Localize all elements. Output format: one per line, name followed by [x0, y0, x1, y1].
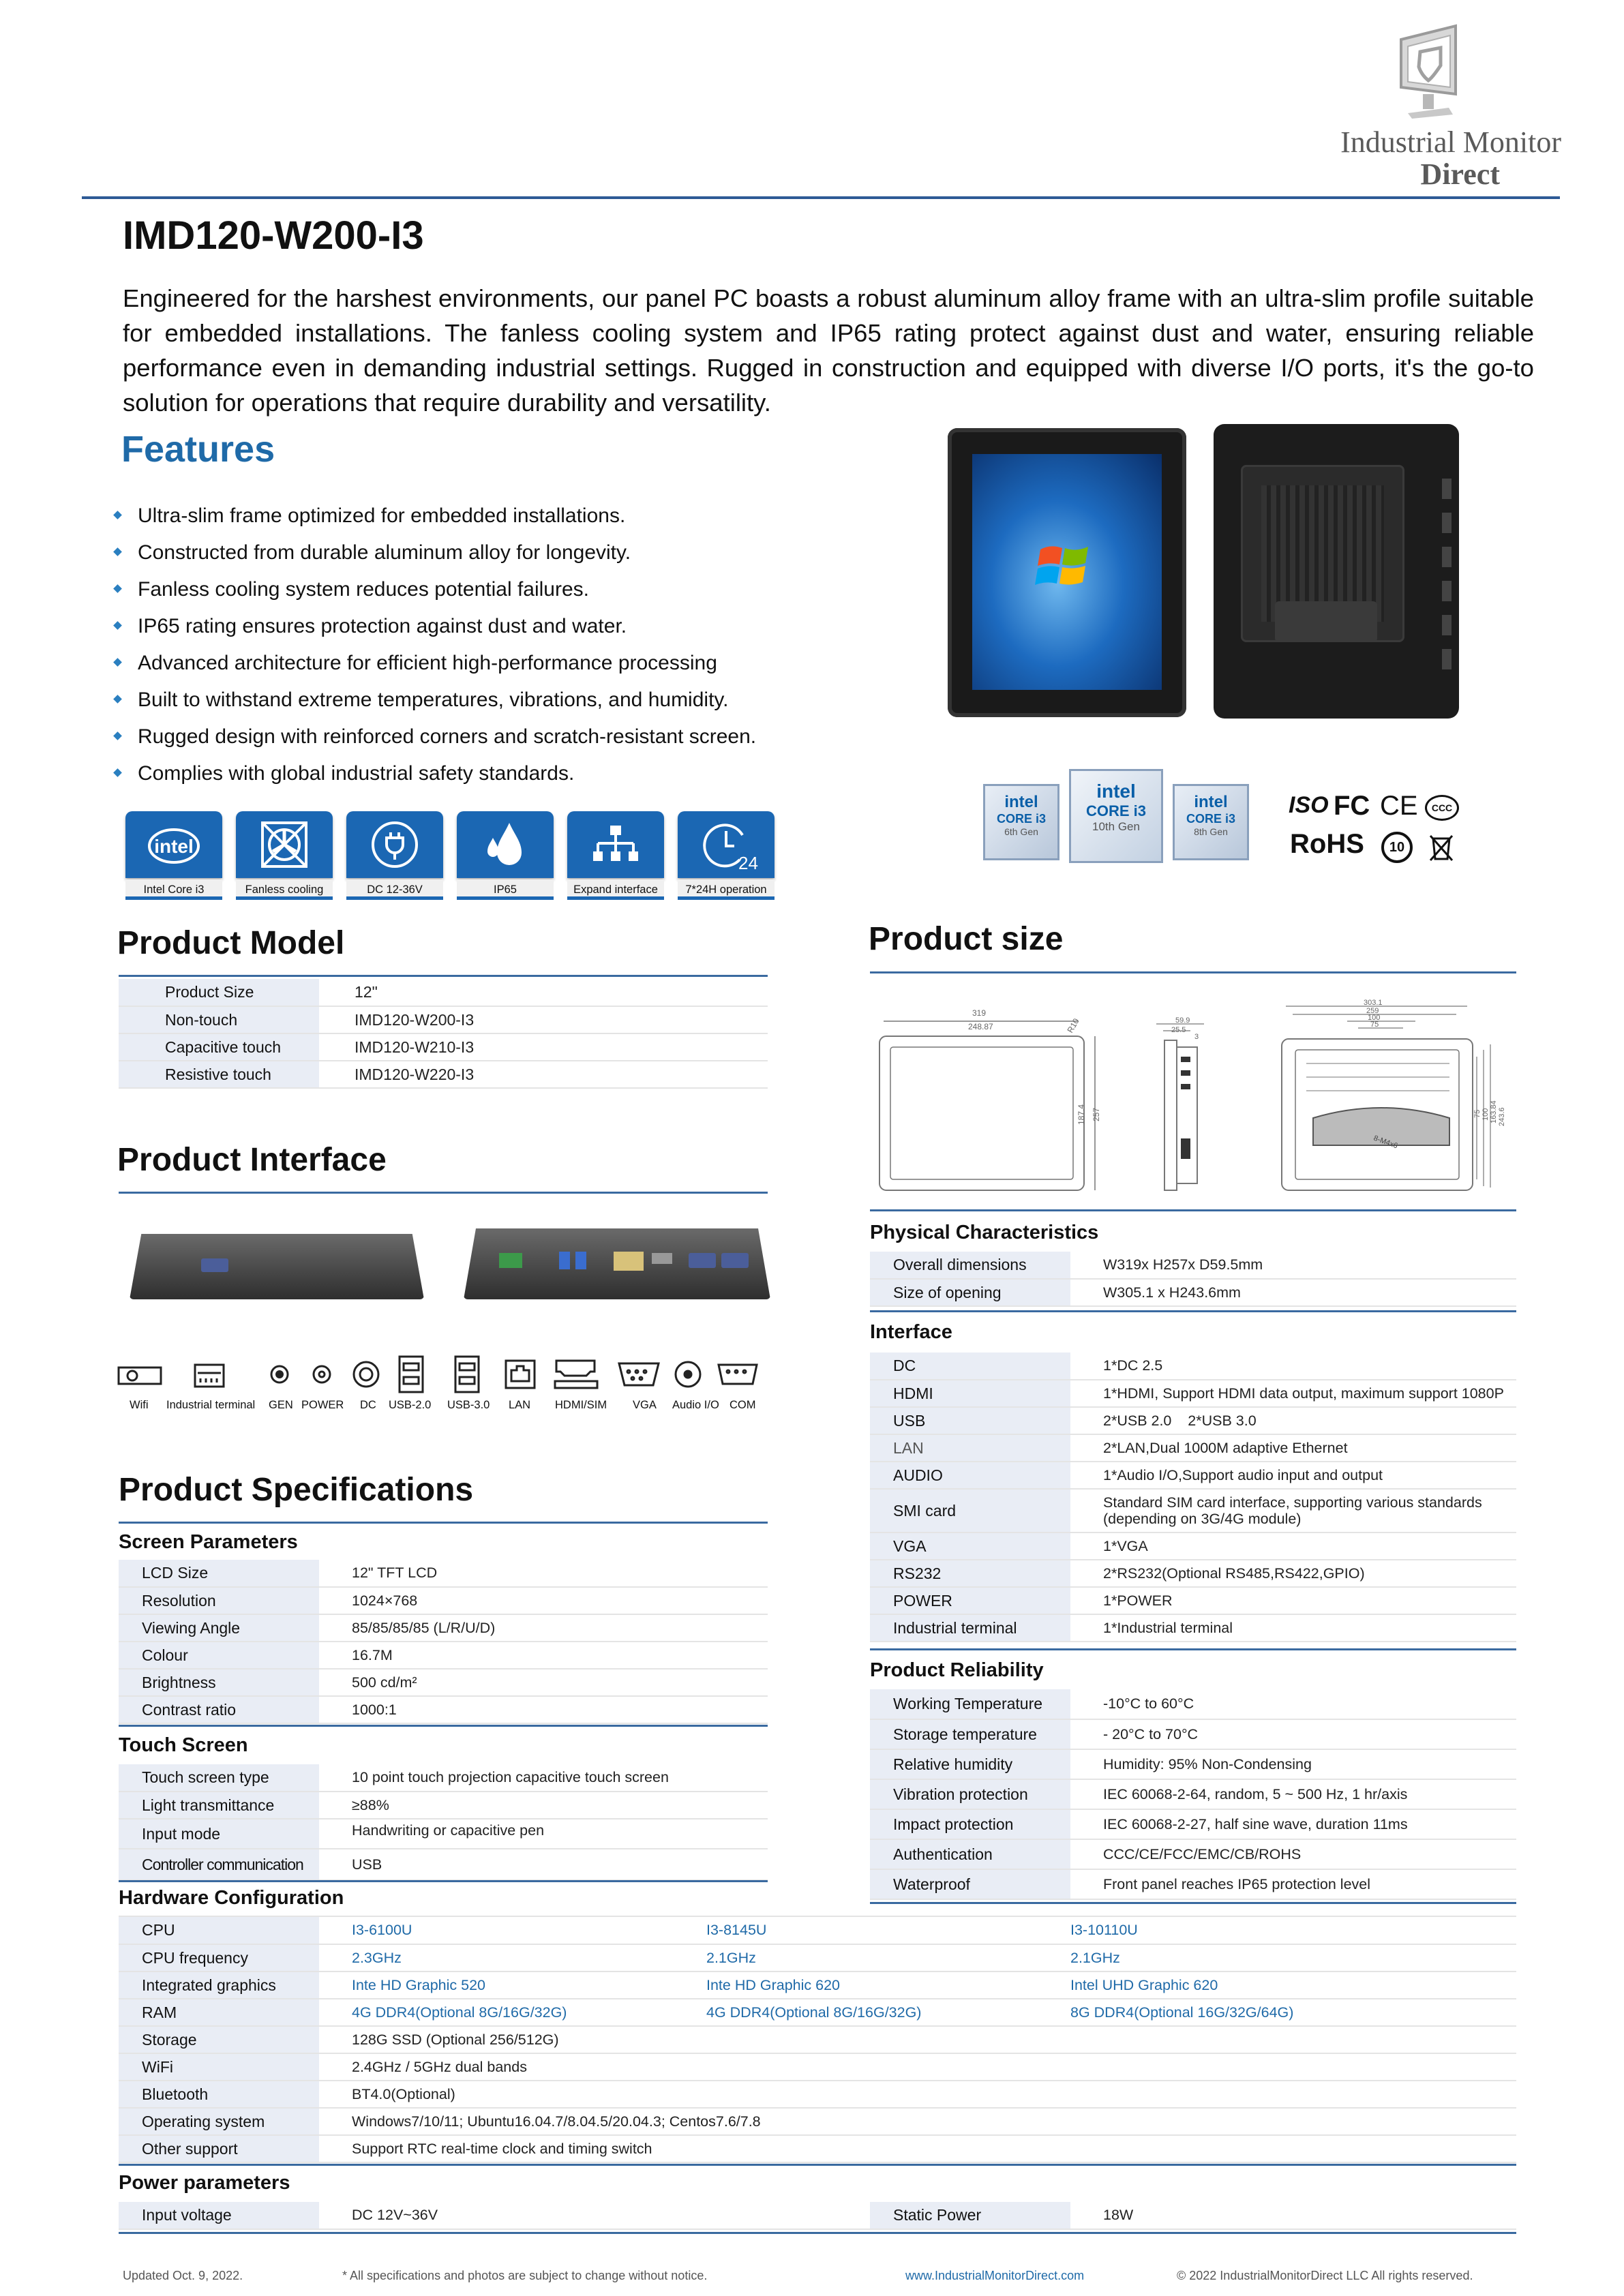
table-row — [119, 1642, 768, 1669]
spec-value: 2.3GHz — [319, 1944, 701, 1972]
section-rule — [119, 2164, 1516, 2166]
back-view-drawing — [1282, 1006, 1490, 1190]
port-icons — [119, 1354, 773, 1395]
spec-value: IMD120-W200-I3 — [319, 1006, 768, 1033]
svg-text:24: 24 — [738, 853, 758, 873]
spec-label: AUDIO — [870, 1462, 1070, 1489]
table-row — [119, 1033, 768, 1061]
ccc-mark: CCC — [1425, 795, 1459, 821]
section-rule — [119, 2232, 1516, 2234]
svg-text:8-M4x6: 8-M4x6 — [1372, 1134, 1399, 1151]
screen-table — [119, 1560, 768, 1724]
spec-label: Waterproof — [870, 1869, 1070, 1899]
page-title: IMD120-W200-I3 — [123, 213, 424, 258]
com-port-icon — [719, 1365, 757, 1384]
input-voltage-label: Input voltage — [119, 2202, 319, 2229]
spec-label: SMI card — [870, 1489, 1070, 1532]
spec-value: 4G DDR4(Optional 8G/16G/32G) — [319, 1999, 701, 2026]
spec-label: Contrast ratio — [119, 1696, 319, 1723]
footer-website-link[interactable]: www.IndustrialMonitorDirect.com — [905, 2269, 1085, 2282]
svg-text:25.5: 25.5 — [1171, 1026, 1186, 1034]
network-tree-icon — [588, 817, 643, 872]
table-row — [870, 1779, 1516, 1809]
table-row — [119, 2108, 1516, 2135]
windows-logo-icon — [1034, 536, 1095, 597]
badge-label: Fanless cooling — [236, 879, 333, 900]
table-row — [119, 1614, 768, 1642]
spec-label: Input mode — [119, 1819, 319, 1849]
audio-jack-icon — [676, 1362, 700, 1387]
feature-item: Ultra-slim frame optimized for embedded installations. — [115, 498, 756, 534]
port-label-power: POWER — [301, 1399, 344, 1411]
product-photo-back — [1214, 424, 1459, 719]
dc-jack-icon — [354, 1362, 378, 1387]
side-view-drawing — [1156, 1024, 1204, 1190]
port-label-usb3: USB-3.0 — [447, 1399, 490, 1411]
power-button-icon — [314, 1366, 330, 1383]
spec-label: LCD Size — [119, 1560, 319, 1587]
spec-value: Inte HD Graphic 520 — [319, 1972, 701, 1999]
reliability-table — [870, 1689, 1516, 1900]
table-row — [119, 1764, 768, 1792]
spec-label: LAN — [870, 1434, 1070, 1462]
spec-value: IEC 60068-2-27, half sine wave, duration 11ms — [1070, 1809, 1516, 1839]
spec-label: Other support — [119, 2135, 319, 2162]
usb3-port-icon — [455, 1357, 479, 1392]
svg-text:248.87: 248.87 — [968, 1022, 993, 1031]
spec-value: Windows7/10/11; Ubuntu16.04.7/8.04.5/20.04.3; Centos7.6/7.8 — [319, 2108, 1516, 2135]
spec-value: Handwriting or capacitive pen — [319, 1819, 768, 1849]
feature-item: Built to withstand extreme temperatures, vibrations, and humidity. — [115, 682, 756, 719]
spec-value: 1000:1 — [319, 1696, 768, 1723]
fanless-icon — [257, 817, 312, 872]
spec-value: IMD120-W210-I3 — [319, 1033, 768, 1061]
spec-value: CCC/CE/FCC/EMC/CB/ROHS — [1070, 1839, 1516, 1869]
input-voltage-value: DC 12V~36V — [319, 2202, 870, 2229]
spec-value: USB — [319, 1849, 768, 1880]
table-row — [119, 2053, 1516, 2081]
dimension-drawings — [870, 982, 1524, 1193]
spec-label: Controller communication — [119, 1849, 319, 1880]
port-label-hdmi: HDMI/SIM — [555, 1399, 607, 1411]
spec-label: Authentication — [870, 1839, 1070, 1869]
gen-button-icon — [271, 1366, 288, 1383]
table-row — [870, 1869, 1516, 1899]
spec-label: Resistive touch — [119, 1061, 319, 1088]
spec-value: -10°C to 60°C — [1070, 1689, 1516, 1719]
badge-247 — [678, 811, 775, 908]
footer-notice: * All specifications and photos are subject to change without notice. — [342, 2269, 708, 2282]
spec-label: Vibration protection — [870, 1779, 1070, 1809]
usb2-port-icon — [400, 1357, 423, 1392]
feature-item: Constructed from durable aluminum alloy for longevity. — [115, 534, 756, 571]
fcc-mark: FC — [1334, 791, 1370, 821]
badge-label: Expand interface — [567, 879, 664, 900]
spec-value: - 20°C to 70°C — [1070, 1719, 1516, 1749]
table-row — [119, 1972, 1516, 1999]
spec-value: 12" — [319, 979, 768, 1006]
table-row — [119, 1819, 768, 1849]
port-label-terminal: Industrial terminal — [166, 1399, 256, 1411]
monitor-shield-icon — [1387, 12, 1476, 121]
table-row — [870, 1434, 1516, 1462]
svg-text:259: 259 — [1366, 1007, 1379, 1015]
spec-label: Resolution — [119, 1587, 319, 1614]
product-model-table — [119, 979, 768, 1089]
spec-value: Support RTC real-time clock and timing switch — [319, 2135, 1516, 2162]
spec-label: Working Temperature — [870, 1689, 1070, 1719]
spec-label: Capacitive touch — [119, 1033, 319, 1061]
section-rule — [119, 1725, 768, 1727]
port-label-dc: DC — [360, 1399, 376, 1411]
spec-label: VGA — [870, 1532, 1070, 1560]
spec-value: BT4.0(Optional) — [319, 2081, 1516, 2108]
spec-value: 1*POWER — [1070, 1587, 1516, 1614]
spec-value: 12" TFT LCD — [319, 1560, 768, 1587]
spec-label: Impact protection — [870, 1809, 1070, 1839]
table-row — [119, 2202, 1516, 2229]
hardware-heading: Hardware Configuration — [119, 1887, 344, 1909]
footer-copyright: © 2022 IndustrialMonitorDirect LLC All rights reserved. — [1177, 2269, 1473, 2282]
spec-value: 1*Audio I/O,Support audio input and output — [1070, 1462, 1516, 1489]
physical-heading: Physical Characteristics — [870, 1222, 1099, 1243]
spec-value: 10 point touch projection capacitive touch screen — [319, 1764, 768, 1792]
static-power-value: 18W — [1070, 2202, 1516, 2229]
feature-item: Rugged design with reinforced corners and scratch-resistant screen. — [115, 719, 756, 755]
svg-text:100: 100 — [1482, 1108, 1490, 1121]
cpu-badge-8th: intel CORE i3 8th Gen — [1173, 784, 1249, 860]
svg-text:59.9: 59.9 — [1175, 1016, 1190, 1025]
section-rule — [870, 1902, 1516, 1904]
product-size-heading: Product size — [869, 921, 1064, 957]
spec-label: Size of opening — [870, 1279, 1070, 1306]
feature-item: IP65 rating ensures protection against dust and water. — [115, 608, 756, 645]
badge-expand — [567, 811, 664, 908]
table-row — [119, 1560, 768, 1587]
recycle-10-mark: 10 — [1381, 832, 1413, 863]
section-rule — [870, 971, 1516, 973]
spec-label: CPU — [119, 1917, 319, 1944]
port-label-gen: GEN — [269, 1399, 293, 1411]
svg-text:100: 100 — [1368, 1014, 1381, 1022]
port-label-wifi: Wifi — [130, 1399, 149, 1411]
table-row — [870, 1353, 1516, 1380]
spec-label: POWER — [870, 1587, 1070, 1614]
cpu-badge-10th: intel CORE i3 10th Gen — [1069, 769, 1163, 863]
spec-label: Integrated graphics — [119, 1972, 319, 1999]
table-row — [119, 1061, 768, 1088]
spec-label: Bluetooth — [119, 2081, 319, 2108]
power-heading: Power parameters — [119, 2172, 290, 2194]
spec-label: Brightness — [119, 1669, 319, 1696]
table-row — [870, 1462, 1516, 1489]
table-row — [870, 1587, 1516, 1614]
spec-value: W305.1 x H243.6mm — [1070, 1279, 1516, 1306]
wifi-port-icon — [119, 1368, 161, 1384]
intel-logo-icon — [147, 817, 201, 872]
spec-label: Overall dimensions — [870, 1252, 1070, 1279]
spec-value: 1024×768 — [319, 1587, 768, 1614]
table-row — [119, 1696, 768, 1723]
port-label-lan: LAN — [509, 1399, 531, 1411]
spec-value: W319x H257x D59.5mm — [1070, 1252, 1516, 1279]
spec-value: 2*LAN,Dual 1000M adaptive Ethernet — [1070, 1434, 1516, 1462]
spec-label: USB — [870, 1407, 1070, 1434]
table-row — [119, 1917, 1516, 1944]
product-model-heading: Product Model — [117, 925, 345, 961]
section-rule — [119, 975, 768, 977]
cpu-badge-6th: intel CORE i3 6th Gen — [983, 784, 1059, 860]
spec-value: 16.7M — [319, 1642, 768, 1669]
table-row — [119, 1849, 768, 1880]
terminal-block-icon — [195, 1365, 224, 1387]
spec-value: Inte HD Graphic 620 — [701, 1972, 1065, 1999]
spec-label: CPU frequency — [119, 1944, 319, 1972]
table-row — [119, 2026, 1516, 2053]
product-specifications-heading: Product Specifications — [119, 1472, 474, 1508]
spec-label: Viewing Angle — [119, 1614, 319, 1642]
iso-mark: ISO — [1289, 792, 1329, 818]
table-row — [870, 1689, 1516, 1719]
table-row — [870, 1407, 1516, 1434]
table-row — [119, 2135, 1516, 2162]
spec-value: Humidity: 95% Non-Condensing — [1070, 1749, 1516, 1779]
badge-intel — [125, 811, 222, 908]
svg-text:257: 257 — [1092, 1107, 1101, 1121]
spec-value: I3-8145U — [701, 1917, 1065, 1944]
interface-photo-side1 — [130, 1234, 424, 1299]
section-rule — [870, 1209, 1516, 1211]
spec-label: Industrial terminal — [870, 1614, 1070, 1642]
spec-value: 85/85/85/85 (L/R/U/D) — [319, 1614, 768, 1642]
table-row — [119, 1006, 768, 1033]
table-row — [870, 1809, 1516, 1839]
table-row — [119, 1999, 1516, 2026]
spec-label: WiFi — [119, 2053, 319, 2081]
spec-value: 128G SSD (Optional 256/512G) — [319, 2026, 1516, 2053]
table-row — [119, 1944, 1516, 1972]
spec-value: IMD120-W220-I3 — [319, 1061, 768, 1088]
spec-value: 8G DDR4(Optional 16G/32G/64G) — [1065, 1999, 1516, 2026]
clock-24-icon — [699, 817, 758, 873]
header-rule — [82, 196, 1560, 199]
svg-text:3: 3 — [1194, 1033, 1199, 1041]
product-photo-front — [948, 428, 1186, 717]
touch-table — [119, 1764, 768, 1881]
spec-value: Front panel reaches IP65 protection level — [1070, 1869, 1516, 1899]
port-label-usb2: USB-2.0 — [389, 1399, 432, 1411]
static-power-label: Static Power — [870, 2202, 1070, 2229]
features-list — [115, 498, 756, 792]
table-row — [870, 1279, 1516, 1306]
table-row — [870, 1489, 1516, 1532]
table-row — [119, 1669, 768, 1696]
product-interface-heading: Product Interface — [117, 1142, 387, 1178]
intro-paragraph: Engineered for the harshest environments, our panel PC boasts a robust aluminum alloy frame with an ultra-slim profile suitable for embedded installations. The fanless cooling system and IP65 rating protect against dust and water, ensuring reliable performance even in demanding industrial settings. Rugged in construction and equipped with diverse I/O ports, it's the go-to solution for operations that require durability and versatility. — [123, 284, 1534, 417]
spec-label: Product Size — [119, 979, 319, 1006]
interface-heading: Interface — [870, 1321, 952, 1343]
table-row — [870, 1380, 1516, 1407]
spec-value: 500 cd/m² — [319, 1669, 768, 1696]
spec-value: I3-10110U — [1065, 1917, 1516, 1944]
spec-value: 2.4GHz / 5GHz dual bands — [319, 2053, 1516, 2081]
features-heading: Features — [121, 429, 275, 470]
spec-value: IEC 60068-2-64, random, 5 ~ 500 Hz, 1 hr/axis — [1070, 1779, 1516, 1809]
spec-label: Storage — [119, 2026, 319, 2053]
table-row — [119, 1587, 768, 1614]
section-rule — [119, 1522, 768, 1524]
badge-label: 7*24H operation — [678, 879, 775, 900]
screen-display — [972, 454, 1162, 690]
feature-item: Fanless cooling system reduces potential failures. — [115, 571, 756, 608]
table-row — [119, 979, 768, 1006]
port-label-audio: Audio I/O — [672, 1399, 719, 1411]
spec-label: Operating system — [119, 2108, 319, 2135]
spec-label: HDMI — [870, 1380, 1070, 1407]
spec-value: 2.1GHz — [701, 1944, 1065, 1972]
spec-label: Colour — [119, 1642, 319, 1669]
svg-text:319: 319 — [972, 1008, 987, 1018]
spec-value: 1*DC 2.5 — [1070, 1353, 1516, 1380]
spec-label: RAM — [119, 1999, 319, 2026]
section-rule — [119, 1880, 768, 1882]
badge-label: Intel Core i3 — [125, 879, 222, 900]
table-row — [119, 1792, 768, 1819]
badge-label: DC 12-36V — [346, 879, 443, 900]
table-row — [870, 1252, 1516, 1279]
ce-mark: CE — [1380, 791, 1418, 821]
spec-value: ≥88% — [319, 1792, 768, 1819]
spec-label: Light transmittance — [119, 1792, 319, 1819]
power-plug-icon — [367, 817, 422, 872]
screen-parameters-heading: Screen Parameters — [119, 1531, 298, 1553]
badge-dc — [346, 811, 443, 908]
lan-port-icon — [506, 1361, 535, 1388]
table-row — [870, 1839, 1516, 1869]
table-row — [870, 1532, 1516, 1560]
table-row — [870, 1614, 1516, 1642]
spec-value: 1*VGA — [1070, 1532, 1516, 1560]
power-table — [119, 2202, 1516, 2230]
brand-name-line1: Industrial Monitor — [1340, 125, 1561, 159]
spec-label: Storage temperature — [870, 1719, 1070, 1749]
hardware-table — [119, 1917, 1516, 2163]
spec-label: Non-touch — [119, 1006, 319, 1033]
spec-label: Relative humidity — [870, 1749, 1070, 1779]
spec-value: I3-6100U — [319, 1917, 701, 1944]
svg-text:187.4: 187.4 — [1077, 1104, 1086, 1125]
interface-photo-side2 — [464, 1228, 770, 1299]
physical-table — [870, 1252, 1516, 1307]
section-rule — [870, 1648, 1516, 1650]
port-label-com: COM — [730, 1399, 756, 1411]
badge-fanless — [236, 811, 333, 908]
svg-text:243.6: 243.6 — [1498, 1107, 1506, 1126]
spec-value: 2.1GHz — [1065, 1944, 1516, 1972]
svg-text:R10: R10 — [1065, 1016, 1081, 1035]
svg-text:75: 75 — [1370, 1021, 1379, 1029]
spec-value: 4G DDR4(Optional 8G/16G/32G) — [701, 1999, 1065, 2026]
section-rule — [119, 1192, 768, 1194]
table-row — [870, 1719, 1516, 1749]
section-rule — [870, 1310, 1516, 1312]
spec-value: 1*Industrial terminal — [1070, 1614, 1516, 1642]
brand-name-line2: Direct — [1420, 157, 1500, 191]
weee-bin-icon — [1425, 830, 1458, 863]
spec-value: Standard SIM card interface, supporting various standards (depending on 3G/4G module) — [1070, 1489, 1516, 1532]
interface-table — [870, 1353, 1516, 1642]
spec-label: Touch screen type — [119, 1764, 319, 1792]
feature-item: Advanced architecture for efficient high-performance processing — [115, 645, 756, 682]
touch-screen-heading: Touch Screen — [119, 1734, 248, 1756]
cert-marks — [1289, 791, 1466, 866]
reliability-heading: Product Reliability — [870, 1659, 1044, 1681]
hdmi-sim-icon — [555, 1361, 597, 1388]
table-row — [870, 1560, 1516, 1587]
rohs-mark: RoHS — [1290, 829, 1364, 859]
spec-value: 2*USB 2.0 2*USB 3.0 — [1070, 1407, 1516, 1434]
badge-ip65 — [457, 811, 554, 908]
svg-text:163.84: 163.84 — [1490, 1100, 1498, 1123]
svg-text:75: 75 — [1473, 1109, 1482, 1118]
feature-item: Complies with global industrial safety standards. — [115, 755, 756, 792]
spec-value: 1*HDMI, Support HDMI data output, maximum support 1080P — [1070, 1380, 1516, 1407]
svg-text:intel: intel — [154, 836, 194, 857]
spec-label: DC — [870, 1353, 1070, 1380]
table-row — [119, 2081, 1516, 2108]
svg-text:303.1: 303.1 — [1364, 999, 1383, 1007]
spec-value: 2*RS232(Optional RS485,RS422,GPIO) — [1070, 1560, 1516, 1587]
water-drop-icon — [478, 817, 532, 872]
vga-port-icon — [619, 1363, 659, 1385]
spec-label: RS232 — [870, 1560, 1070, 1587]
brand-logo — [1295, 12, 1568, 191]
front-view-drawing — [879, 1021, 1095, 1190]
table-row — [870, 1749, 1516, 1779]
spec-value: Intel UHD Graphic 620 — [1065, 1972, 1516, 1999]
port-label-vga: VGA — [633, 1399, 657, 1411]
badge-label: IP65 — [457, 879, 554, 900]
footer-updated: Updated Oct. 9, 2022. — [123, 2269, 243, 2282]
